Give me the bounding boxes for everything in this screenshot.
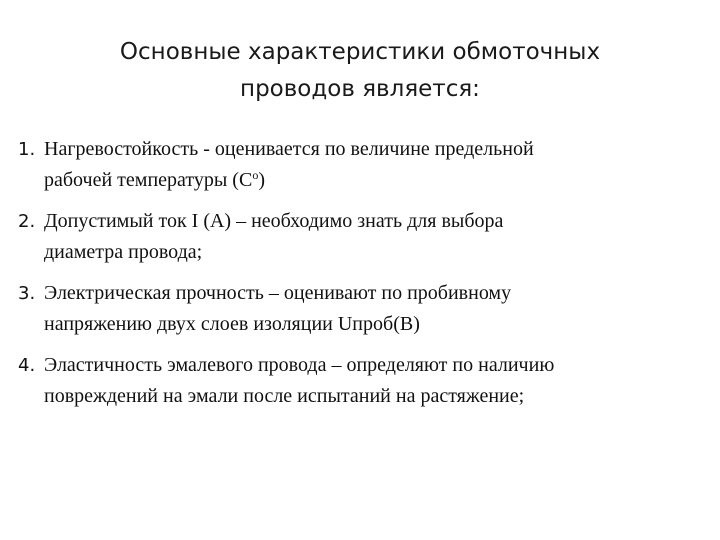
degree-superscript: о bbox=[252, 168, 259, 182]
list-item-text-line-1: Допустимый ток I (А) – необходимо знать для выбора bbox=[44, 210, 504, 232]
list-item-number: 2. bbox=[18, 211, 36, 232]
slide-title-line-1: Основные характеристики обмоточных bbox=[119, 39, 601, 65]
list-item-heat-resistance bbox=[18, 134, 708, 196]
list-item-allowable-current bbox=[18, 206, 708, 268]
list-item-text-line-2-start: рабочей температуры (С bbox=[44, 169, 253, 191]
slide-title-line-2: проводов является: bbox=[240, 76, 480, 102]
list-item-text-line-2 bbox=[44, 165, 708, 196]
list-item-number: 3. bbox=[18, 283, 36, 304]
list-item-text-line-2: диаметра провода; bbox=[44, 241, 203, 263]
slide-title bbox=[40, 34, 680, 108]
list-item-text-line-1: Эластичность эмалевого провода – определяют по наличию bbox=[44, 354, 555, 376]
list-item-text-line-1: Нагревостойкость - оценивается по величине предельной bbox=[44, 138, 534, 160]
list-item-electric-strength bbox=[18, 278, 708, 340]
list-item-enamel-elasticity bbox=[18, 350, 708, 412]
list-item-text-line-1: Электрическая прочность – оценивают по пробивному bbox=[44, 282, 512, 304]
list-item-number: 1. bbox=[18, 139, 36, 160]
list-item-number: 4. bbox=[18, 355, 36, 376]
list-item-text-line-2: повреждений на эмали после испытаний на растяжение; bbox=[44, 385, 525, 407]
characteristics-list bbox=[18, 134, 708, 422]
list-item-text-line-2-end: ) bbox=[258, 169, 265, 191]
list-item-text-line-2: напряжению двух слоев изоляции Uпроб(В) bbox=[44, 313, 420, 335]
